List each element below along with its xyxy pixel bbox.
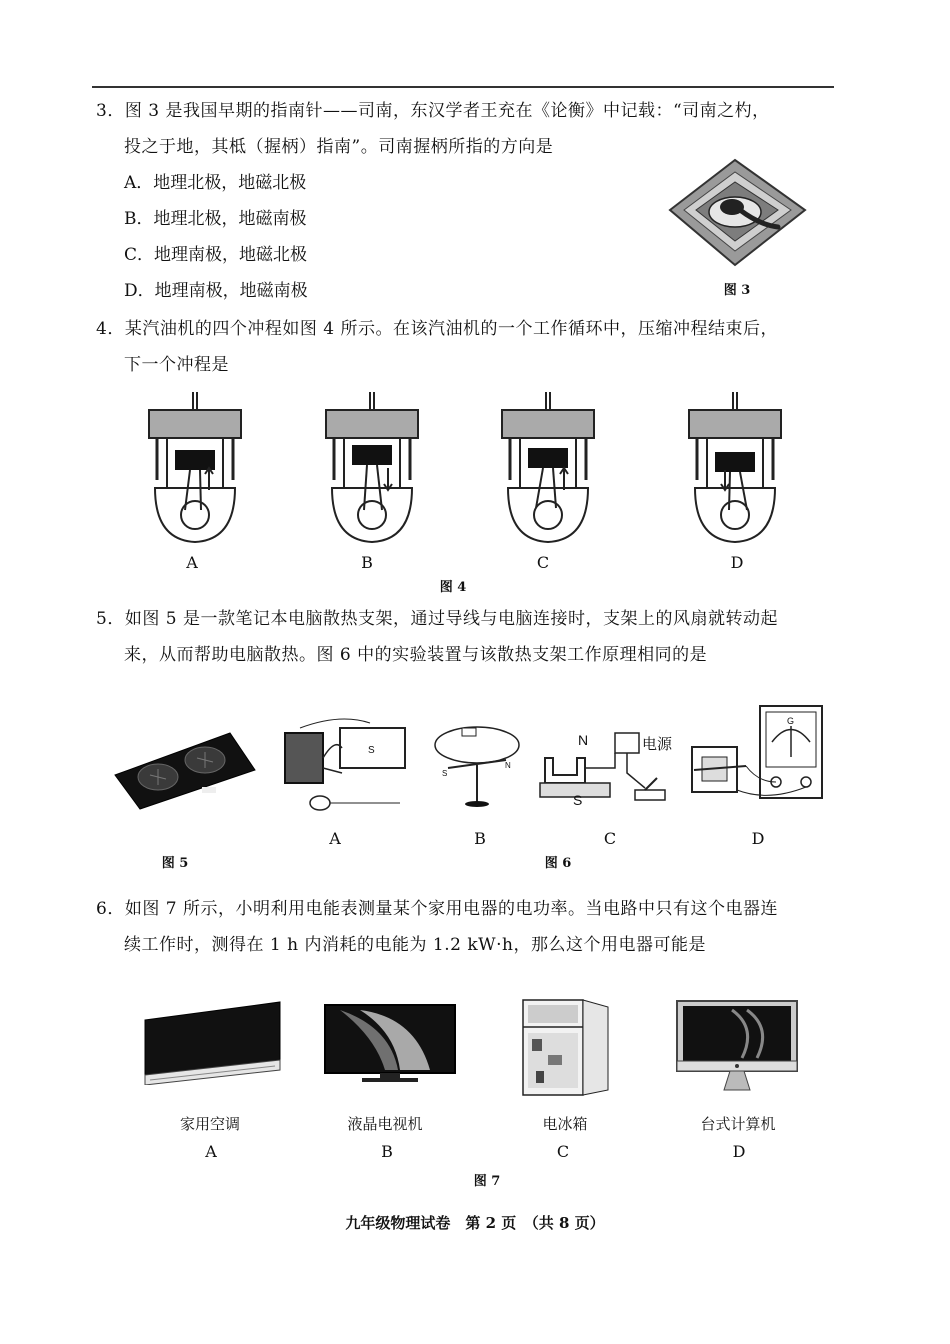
top-rule	[92, 86, 834, 88]
q6-text-line1: 6．如图 7 所示，小明利用电能表测量某个家用电器的电功率。当电路中只有这个电器连	[96, 899, 778, 919]
sinan-compass-figure	[660, 155, 810, 270]
power-source-label: 电源	[642, 735, 673, 753]
q3-option-d[interactable]: D．地理南极，地磁南极	[124, 281, 308, 301]
q3-option-b[interactable]: B．地理北极，地磁南极	[124, 209, 307, 229]
device-name-c: 电冰箱	[542, 1115, 588, 1133]
engine-diagram-d	[685, 390, 785, 550]
q5-label-a[interactable]: A	[329, 829, 341, 848]
magnet-s-label: S	[573, 792, 583, 808]
q5-text-line2: 来，从而帮助电脑散热。图 6 中的实验装置与该散热支架工作原理相同的是	[124, 645, 708, 665]
q4-text-line2: 下一个冲程是	[124, 355, 229, 375]
device-name-d: 台式计算机	[700, 1115, 776, 1133]
q3-text-line2: 投之于地，其柢（握柄）指南”。司南握柄所指的方向是	[124, 137, 554, 157]
experiment-a-figure	[280, 718, 415, 818]
q3-option-c[interactable]: C．地理南极，地磁北极	[124, 245, 308, 265]
experiment-d-figure	[688, 702, 828, 812]
q4-text-line1: 4．某汽油机的四个冲程如图 4 所示。在该汽油机的一个工作循环中，压缩冲程结束后，	[96, 319, 778, 339]
device-name-b: 液晶电视机	[347, 1115, 423, 1133]
q4-label-b[interactable]: B	[361, 553, 373, 572]
page-footer: 九年级物理试卷 第 2 页 （共 8 页）	[345, 1214, 605, 1232]
q6-text-line2: 续工作时，测得在 1 h 内消耗的电能为 1.2 kW·h，那么这个用电器可能是	[124, 935, 706, 955]
q4-label-d[interactable]: D	[730, 553, 744, 572]
engine-diagram-b	[322, 390, 422, 550]
q3-option-a[interactable]: A．地理北极，地磁北极	[124, 173, 307, 193]
desktop-computer-figure	[672, 998, 802, 1098]
engine-diagram-c	[498, 390, 598, 550]
refrigerator-figure	[518, 995, 614, 1100]
experiment-b-figure	[430, 720, 525, 810]
q4-label-c[interactable]: C	[536, 553, 550, 572]
air-conditioner-figure	[140, 1000, 290, 1085]
laptop-cooling-pad-figure	[110, 725, 260, 810]
q4-label-a[interactable]: A	[186, 553, 198, 572]
q6-label-a[interactable]: A	[205, 1142, 217, 1161]
svg-text:S: S	[442, 769, 448, 778]
q6-label-d[interactable]: D	[732, 1142, 746, 1161]
q6-label-c[interactable]: C	[556, 1142, 570, 1161]
q3-text-line1: 3．图 3 是我国早期的指南针——司南，东汉学者王充在《论衡》中记载：“司南之杓，	[96, 101, 770, 121]
q5-label-b[interactable]: B	[474, 829, 486, 848]
fig4-caption: 图 4	[439, 580, 467, 595]
fig7-caption: 图 7	[473, 1174, 501, 1189]
magnet-n-label: N	[578, 732, 589, 748]
q5-label-d[interactable]: D	[751, 829, 765, 848]
q5-label-c[interactable]: C	[603, 829, 617, 848]
svg-text:G: G	[787, 716, 795, 726]
engine-diagram-a	[145, 390, 245, 550]
fig6-caption: 图 6	[544, 856, 572, 871]
lcd-tv-figure	[320, 1002, 460, 1087]
q5-text-line1: 5．如图 5 是一款笔记本电脑散热支架，通过导线与电脑连接时，支架上的风扇就转动起	[96, 609, 778, 629]
q6-label-b[interactable]: B	[381, 1142, 393, 1161]
fig5-caption: 图 5	[161, 856, 189, 871]
device-name-a: 家用空调	[179, 1115, 240, 1133]
fig3-caption: 图 3	[723, 283, 751, 298]
svg-text:S: S	[368, 745, 375, 756]
svg-text:N: N	[505, 761, 511, 770]
